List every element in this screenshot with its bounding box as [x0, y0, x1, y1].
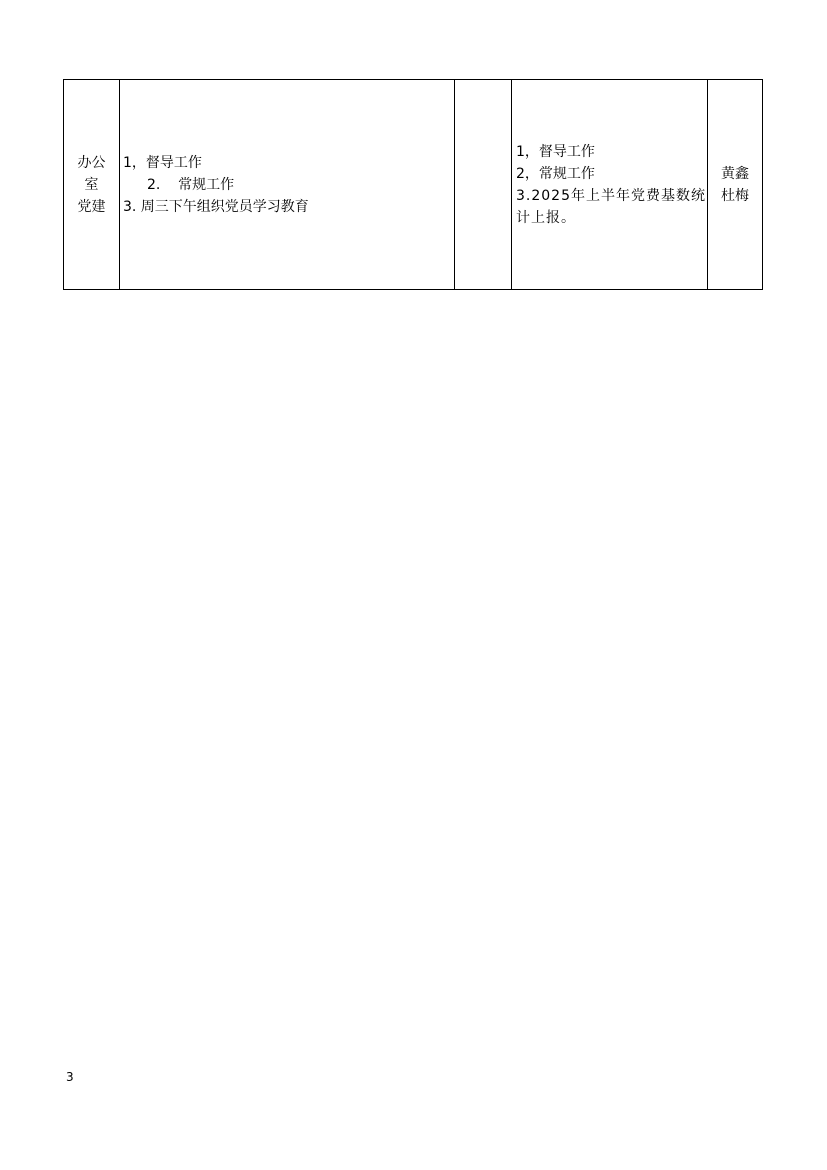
next-week-item: 3.2025年上半年党费基数统计上报。: [516, 187, 706, 226]
table-row: [64, 80, 763, 290]
empty-cell: [455, 80, 512, 290]
next-week-work-cell: [512, 80, 708, 290]
this-week-item: 1，督导工作: [123, 154, 202, 171]
this-week-item: 3. 周三下午组织党员学习教育: [123, 198, 309, 215]
department-line: 办公: [77, 154, 106, 171]
responsible-person: 杜梅: [721, 187, 749, 204]
next-week-item: 1，督导工作: [516, 143, 595, 160]
next-week-item: 2，常规工作: [516, 165, 595, 182]
this-week-work-cell: [120, 80, 455, 290]
this-week-item: 2. 常规工作: [147, 176, 235, 193]
responsible-person: 黄鑫: [721, 165, 749, 182]
responsible-person-cell: [708, 80, 763, 290]
work-schedule-table: [63, 79, 763, 290]
department-line: 室: [84, 176, 99, 193]
page-number: 3: [66, 1070, 74, 1084]
department-cell: [64, 80, 120, 290]
department-line: 党建: [77, 198, 106, 215]
